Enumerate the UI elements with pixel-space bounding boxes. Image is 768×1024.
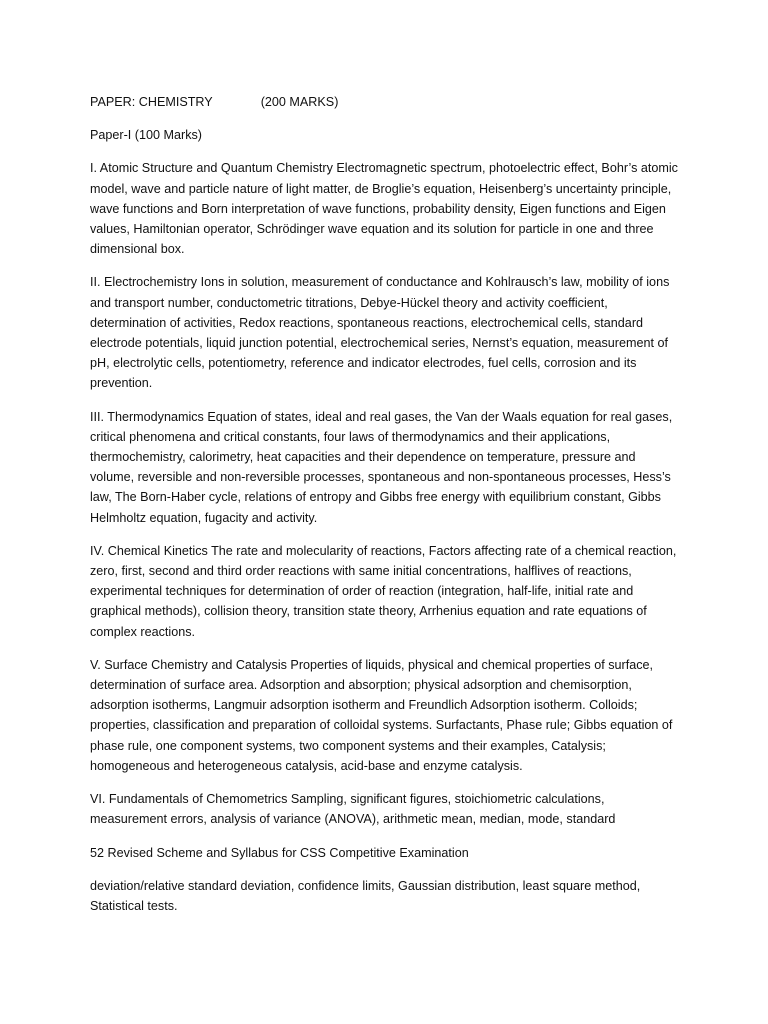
section-chemometrics: VI. Fundamentals of Chemometrics Sampling, significant figures, stoichiometric calculations, measurement errors, analysis of variance (ANOVA), arithmetic mean, median, mode, standard <box>90 792 616 827</box>
total-marks: (200 MARKS) <box>260 95 339 109</box>
paper-title: PAPER: CHEMISTRY <box>90 95 213 109</box>
section-atomic-structure: I. Atomic Structure and Quantum Chemistry Electromagnetic spectrum, photoelectric effect, Bohr’s atomic model, wave and particle nature of light matter, de Broglie’s equation, Heisenberg’s uncertainty principle, wave functions and Born interpretation of wave functions, probability density, Eigen functions and Eigen values, Hamiltonian operator, Schrödinger wave equation and its solution for particle in one and three dimensional box. <box>90 161 678 257</box>
paper-one-heading: Paper-I (100 Marks) <box>90 128 202 143</box>
section-chemometrics-continued: deviation/relative standard deviation, confidence limits, Gaussian distribution, least square method, Statistical tests. <box>90 878 641 913</box>
page-footer-text: 52 Revised Scheme and Syllabus for CSS Competitive Examination <box>90 845 469 860</box>
document-page <box>90 92 678 929</box>
paper-title-line <box>90 92 678 112</box>
section-thermodynamics: III. Thermodynamics Equation of states, ideal and real gases, the Van der Waals equation for real gases, critical phenomena and critical constants, four laws of thermodynamics and their applications, thermochemistry, calorimetry, heat capacities and their dependence on temperature, pressure and volume, reversible and non-reversible processes, spontaneous and non-spontaneous processes, Hess’s law, The Born-Haber cycle, relations of entropy and Gibbs free energy with equilibrium constant, Gibbs Helmholtz equation, fugacity and activity. <box>90 409 673 525</box>
section-chemical-kinetics: IV. Chemical Kinetics The rate and molecularity of reactions, Factors affecting rate of a chemical reaction, zero, first, second and third order reactions with same initial concentrations, halflives of reactions, experimental techniques for determination of order of reaction (integration, half-life, initial rate and graphical methods), collision theory, transition state theory, Arrhenius equation and rate equations of complex reactions. <box>90 543 677 639</box>
section-surface-chemistry: V. Surface Chemistry and Catalysis Properties of liquids, physical and chemical properties of surface, determination of surface area. Adsorption and absorption; physical adsorption and chemisorption, adsorption isotherms, Langmuir adsorption isotherm and Freundlich Adsorption isotherm. Colloids; properties, classification and preparation of colloidal systems. Surfactants, Phase rule; Gibbs equation of phase rule, one component systems, two component systems and their examples, Catalysis; homogeneous and heterogeneous catalysis, acid-base and enzyme catalysis. <box>90 657 673 773</box>
section-electrochemistry: II. Electrochemistry Ions in solution, measurement of conductance and Kohlrausch’s law, mobility of ions and transport number, conductometric titrations, Debye-Hückel theory and activity coefficient, determination of activities, Redox reactions, spontaneous reactions, electrochemical cells, standard electrode potentials, liquid junction potential, electrochemical series, Nernst’s equation, measurement of pH, electrolytic cells, potentiometry, reference and indicator electrodes, fuel cells, corrosion and its prevention. <box>90 275 670 391</box>
